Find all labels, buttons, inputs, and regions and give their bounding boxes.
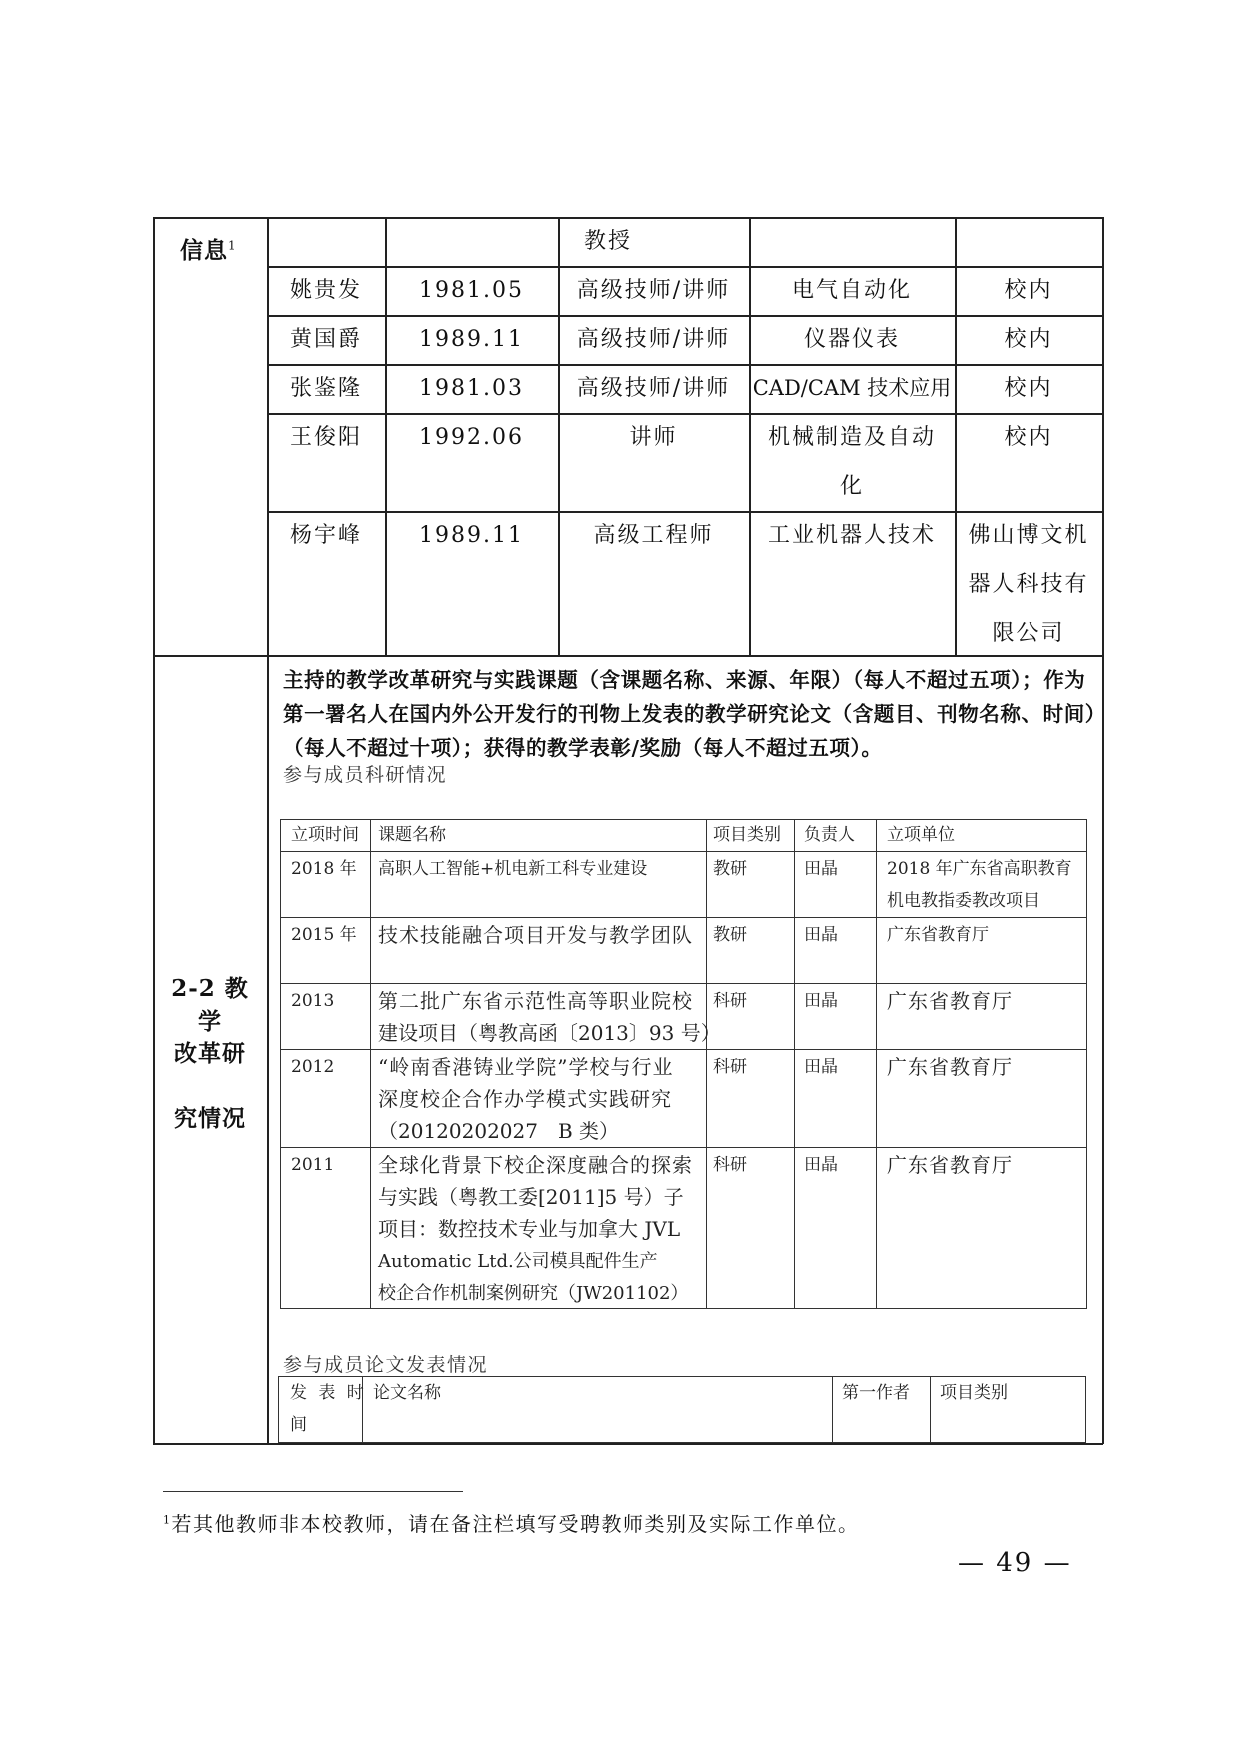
member-major: 工业机器人技术 [767,523,936,548]
research-year: 2013 [291,991,335,1011]
research-unit-line: 机电教指委教改项目 [887,891,1040,911]
member-name: 杨宇峰 [289,523,362,548]
table-right-border [1102,217,1104,1444]
table-left-border [153,217,155,1444]
member-birth: 1989.11 [419,327,524,352]
research-header: 立项单位 [887,825,955,845]
member-unit: 校内 [1004,278,1053,303]
partial-title-cell: 教授 [583,229,632,254]
research-col-line [370,819,371,1309]
research-header: 课题名称 [378,825,446,845]
member-major: CAD/CAM 技术应用 [752,376,952,400]
research-type: 教研 [713,859,747,879]
research-heading: 参与成员科研情况 [283,764,448,786]
research-col-line [876,819,877,1309]
research-unit-line: 广东省教育厅 [887,1153,1013,1177]
research-type: 科研 [713,991,747,1011]
member-unit: 校内 [1004,425,1053,450]
member-major: 电气自动化 [791,278,912,303]
research-col-line [706,819,707,1309]
research-row-line [280,917,1087,918]
table-bottom-border [153,1443,1103,1445]
paper-header: 第一作者 [842,1383,910,1403]
member-birth: 1992.06 [419,425,524,450]
research-topic-line: “岭南香港铸业学院”学校与行业 [378,1055,674,1079]
footnote [163,1508,860,1537]
paper-col-line [930,1376,931,1443]
section-label-line: 2-2 教学 [171,975,249,1035]
footnote-rule [163,1491,463,1492]
research-topic-line: （20120202027 B 类） [378,1119,620,1143]
research-leader: 田晶 [804,925,838,945]
member-title: 高级技师/讲师 [576,278,731,303]
research-col-line [1086,819,1087,1309]
research-row-line [280,983,1087,984]
member-unit: 校内 [1004,327,1053,352]
research-topic-line: 第二批广东省示范性高等职业院校 [378,989,693,1013]
paper-header: 间 [290,1415,307,1435]
member-unit-line: 佛山博文机 [968,523,1089,548]
member-name: 王俊阳 [289,425,362,450]
member-birth: 1989.11 [419,523,524,548]
section-label-line: 究情况 [174,1105,246,1132]
research-topic-line: 深度校企合作办学模式实践研究 [378,1087,672,1111]
research-topic-line: Automatic Ltd.公司模具配件生产 [378,1251,658,1272]
member-name: 张鉴隆 [289,376,362,401]
paper-col-line [832,1376,833,1443]
paper-table-bottom [278,1442,1086,1443]
footnote-mark: 1 [163,1513,172,1527]
member-major-line: 机械制造及自动 [767,425,936,450]
research-topic-line: 高职人工智能+机电新工科专业建设 [378,859,648,879]
member-unit: 校内 [1004,376,1053,401]
research-leader: 田晶 [804,1155,838,1175]
info-label: 信息$^1$ [180,237,237,264]
research-topic-line: 校企合作机制案例研究（JW201102） [378,1283,689,1304]
paper-col-line [278,1376,279,1443]
research-header: 负责人 [804,825,855,845]
research-leader: 田晶 [804,859,838,879]
research-topic-line: 全球化背景下校企深度融合的探索 [378,1153,693,1177]
research-topic-line: 技术技能融合项目开发与教学团队 [378,923,693,947]
member-unit-line: 器人科技有 [968,572,1089,597]
paper-col-line [1085,1376,1086,1443]
research-col-line [280,819,281,1309]
paper-heading: 参与成员论文发表情况 [283,1354,489,1376]
member-title: 讲师 [629,425,678,450]
footnote-text: 若其他教师非本校教师，请在备注栏填写受聘教师类别及实际工作单位。 [171,1512,860,1536]
research-type: 科研 [713,1155,747,1175]
member-birth: 1981.05 [419,278,524,303]
section-label-line: 改革研 [174,1040,246,1067]
research-year: 2011 [291,1155,335,1175]
research-unit-line: 广东省教育厅 [887,925,989,945]
member-major: 仪器仪表 [803,327,900,352]
member-title: 高级工程师 [593,523,714,548]
research-year: 2015 年 [291,925,357,945]
research-topic-line: 项目：数控技术专业与加拿大 JVL [378,1217,681,1241]
member-name: 姚贵发 [289,278,362,303]
member-title: 高级技师/讲师 [576,327,731,352]
page-number: — 49 — [958,1548,1072,1578]
research-topic-line: 与实践（粤教工委[2011]5 号）子 [378,1185,684,1209]
research-type: 科研 [713,1057,747,1077]
research-unit-line: 广东省教育厅 [887,989,1013,1013]
member-major-line: 化 [839,474,864,499]
research-row-line [280,851,1087,852]
research-unit-line: 2018 年广东省高职教育 [887,859,1072,879]
instruction-line: 第一署名人在国内外公开发行的刊物上发表的教学研究论文（含题目、刊物名称、时间） [283,702,1106,726]
research-unit-line: 广东省教育厅 [887,1055,1013,1079]
section-instructions [283,663,1106,765]
paper-header: 论文名称 [373,1383,441,1403]
research-year: 2018 年 [291,859,357,879]
research-type: 教研 [713,925,747,945]
member-name: 黄国爵 [289,327,362,352]
research-topic-line: 建设项目（粤教高函〔2013〕93 号） [378,1021,721,1045]
member-unit-line: 限公司 [992,621,1065,646]
member-title: 高级技师/讲师 [576,376,731,401]
research-header: 立项时间 [291,825,359,845]
instruction-line: （每人不超过十项）；获得的教学表彰/奖励（每人不超过五项）。 [283,736,883,760]
instruction-line: 主持的教学改革研究与实践课题（含课题名称、来源、年限）（每人不超过五项）；作为 [283,668,1086,692]
research-leader: 田晶 [804,1057,838,1077]
research-leader: 田晶 [804,991,838,1011]
paper-header: 项目类别 [940,1383,1008,1403]
research-header: 项目类别 [713,825,781,845]
research-year: 2012 [291,1057,335,1077]
member-birth: 1981.03 [419,376,524,401]
research-col-line [794,819,795,1309]
paper-header: 发 表 时 [290,1383,367,1403]
